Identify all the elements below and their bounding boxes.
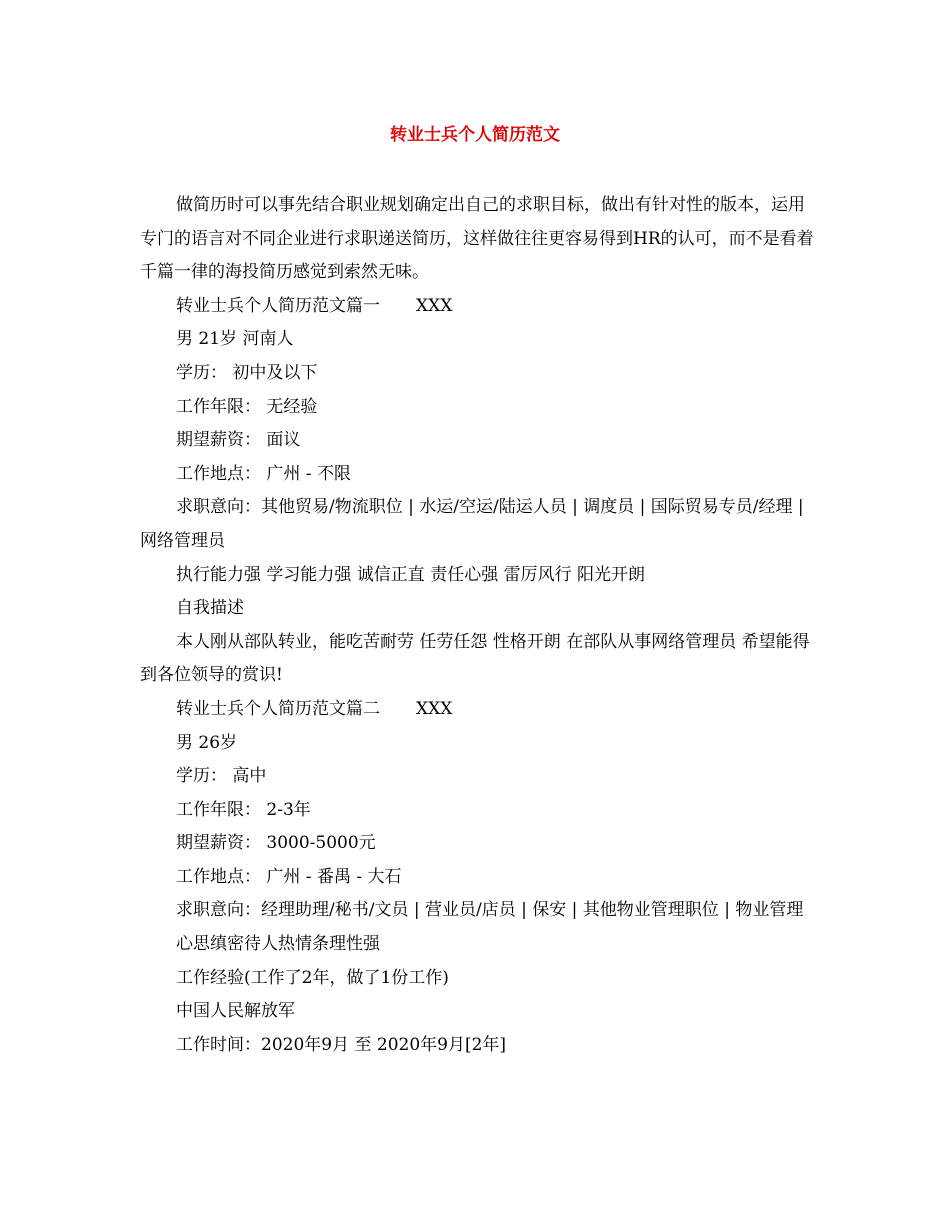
document-title: 转业士兵个人简历范文 <box>390 125 560 145</box>
resume1-location: 工作地点： 广州 - 不限 <box>176 463 351 484</box>
resume1-heading: 转业士兵个人简历范文篇一 <box>176 295 380 316</box>
resume1-years: 工作年限： 无经验 <box>176 396 318 417</box>
resume2-heading-line <box>140 693 820 727</box>
resume2-years: 工作年限： 2-3年 <box>176 799 311 820</box>
resume1-salary: 期望薪资： 面议 <box>176 430 301 451</box>
resume1-self-title: 自我描述 <box>176 598 244 619</box>
resume2-basic: 男 26岁 <box>176 732 238 753</box>
resume2-education: 学历： 高中 <box>176 766 267 787</box>
resume1-traits: 执行能力强 学习能力强 诚信正直 责任心强 雷厉风行 阳光开朗 <box>176 564 646 585</box>
resume2-experience: 工作经验(工作了2年，做了1份工作) <box>176 967 449 988</box>
resume2-salary: 期望薪资： 3000-5000元 <box>176 833 376 854</box>
intro-paragraph: 做简历时可以事先结合职业规划确定出自己的求职目标，做出有针对性的版本，运用专门的语言对不同企业进行求职递送简历，这样做往往更容易得到HR的认可，而不是看着千篇一律的海投简历感觉到索然无味。 <box>140 195 814 283</box>
resume1-education: 学历： 初中及以下 <box>176 362 318 383</box>
resume1-self-desc: 本人刚从部队转业，能吃苦耐劳 任劳任怨 性格开朗 在部队从事网络管理员 希望能得到各位领导的赏识! <box>140 631 810 686</box>
resume1-intent: 求职意向：其他贸易/物流职位 | 水运/空运/陆运人员 | 调度员 | 国际贸易专员/经理 | 网络管理员 <box>140 497 804 551</box>
resume2-period: 工作时间：2020年9月 至 2020年9月[2年] <box>176 1034 507 1055</box>
resume2-employer: 中国人民解放军 <box>176 1001 295 1022</box>
resume1-name: XXX <box>416 295 453 316</box>
resume2-intent: 求职意向：经理助理/秘书/文员 | 营业员/店员 | 保安 | 其他物业管理职位 | 物业管理 <box>176 900 804 921</box>
resume2-name: XXX <box>416 698 453 719</box>
resume1-basic: 男 21岁 河南人 <box>176 329 294 350</box>
resume1-heading-line <box>140 290 820 324</box>
resume2-location: 工作地点： 广州 - 番禺 - 大石 <box>176 866 402 887</box>
resume2-traits: 心思缜密待人热情条理性强 <box>176 934 380 955</box>
document-body <box>140 189 820 1062</box>
resume2-heading: 转业士兵个人简历范文篇二 <box>176 698 380 719</box>
